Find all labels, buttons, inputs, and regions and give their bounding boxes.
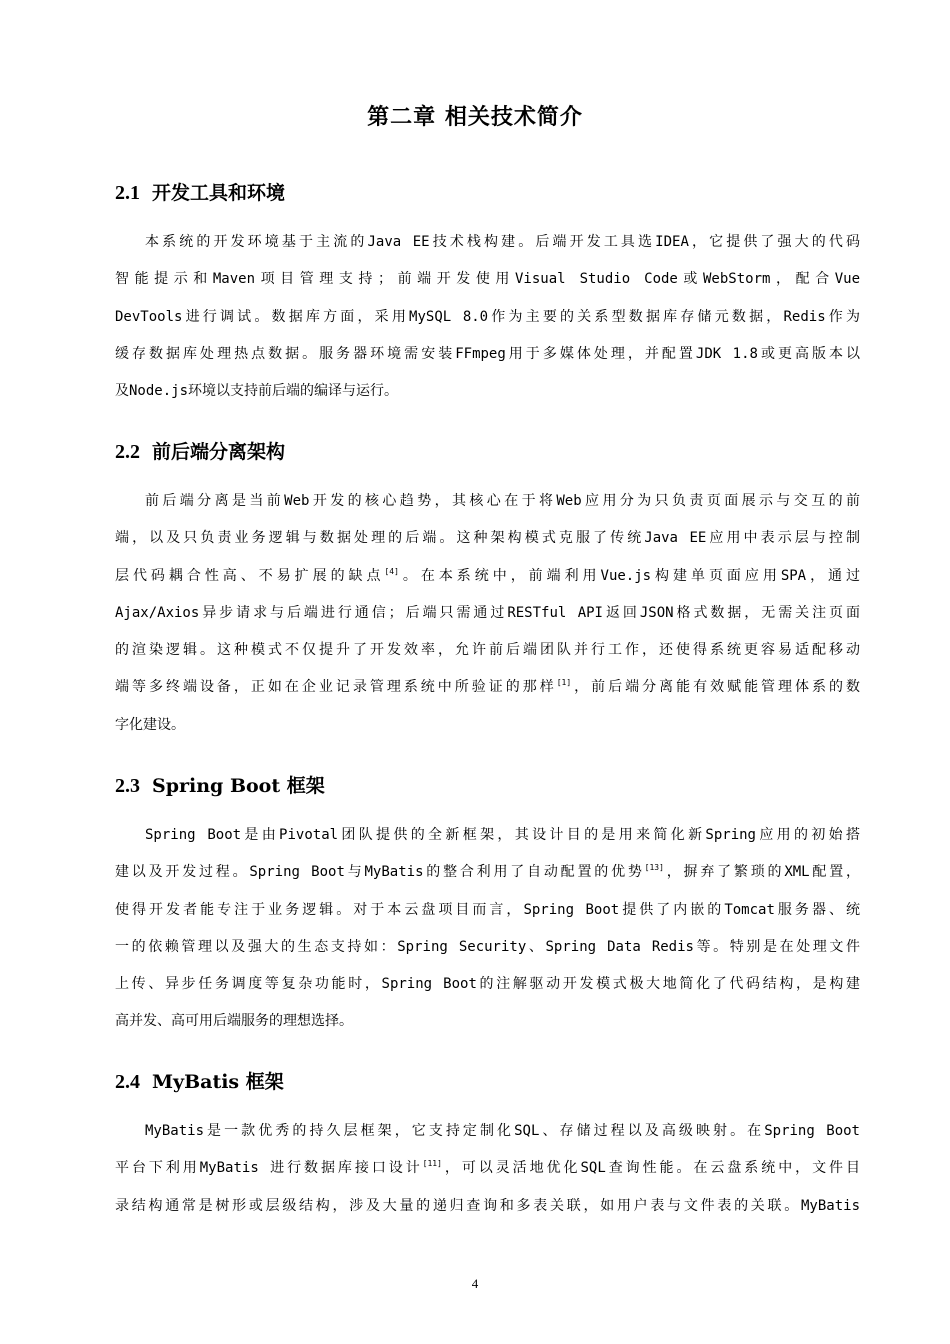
text-line: Spring Boot是由Pivotal团队提供的全新框架，其设计目的是用来简化新Spring应用的初始搭 (145, 827, 860, 843)
section-2-1 (115, 178, 860, 410)
section-heading (115, 178, 860, 208)
paragraph (115, 483, 860, 744)
paragraph (115, 1113, 860, 1225)
section-number: 2.4 (115, 1071, 140, 1093)
text-line: 字化建设。 (115, 716, 185, 733)
text-line: 缓存数据库处理热点数据。服务器环境需安装FFmpeg用于多媒体处理，并配置JDK 1.8或更高版本以 (115, 345, 860, 362)
text-line: 智能提示和Maven项目管理支持；前端开发使用Visual Studio Code或WebStorm，配合Vue (115, 271, 860, 288)
citation-marker: [13] (644, 863, 664, 873)
citation-marker: [11] (422, 1159, 442, 1169)
text-line: 前后端分离是当前Web开发的核心趋势，其核心在于将Web应用分为只负责页面展示与交互的前 (145, 493, 860, 509)
text-line: 的渲染逻辑。这种模式不仅提升了开发效率，允许前后端团队并行工作，还使得系统更容易适配移动 (115, 642, 860, 659)
section-2-2 (115, 437, 860, 744)
section-heading (115, 1067, 860, 1097)
text-line: MyBatis是一款优秀的持久层框架，它支持定制化SQL、存储过程以及高级映射。在Spring Boot (145, 1123, 860, 1139)
text-line: 及Node.js环境以支持前后端的编译与运行。 (115, 383, 398, 400)
section-2-4 (115, 1067, 860, 1225)
chapter-title: 第二章 相关技术简介 (367, 105, 583, 130)
section-heading (115, 771, 860, 801)
text-line: 本系统的开发环境基于主流的Java EE技术栈构建。后端开发工具选IDEA，它提供了强大的代码 (145, 234, 860, 250)
section-2-3 (115, 771, 860, 1041)
section-number: 2.3 (115, 775, 140, 797)
section-title: 前后端分离架构 (152, 441, 286, 463)
text-line: 上传、异步任务调度等复杂功能时，Spring Boot的注解驱动开发模式极大地简化了代码结构，是构建 (115, 976, 860, 993)
text-line: 端等多终端设备，正如在企业记录管理系统中所验证的那样[1]，前后端分离能有效赋能管理体系的数 (115, 678, 861, 696)
section-title: Spring Boot 框架 (152, 775, 325, 797)
text-line: 一的依赖管理以及强大的生态支持如：Spring Security、Spring Data Redis等。特别是在处理文件 (115, 938, 860, 955)
section-number: 2.1 (115, 182, 140, 204)
text-line: DevTools进行调试。数据库方面，采用MySQL 8.0作为主要的关系型数据库存储元数据，Redis作为 (115, 308, 860, 325)
text-line: Ajax/Axios异步请求与后端进行通信；后端只需通过RESTful API返回JSON格式数据，无需关注页面 (115, 604, 860, 621)
paragraph (115, 817, 860, 1041)
section-number: 2.2 (115, 441, 140, 463)
text-line: 使得开发者能专注于业务逻辑。对于本云盘项目而言，Spring Boot提供了内嵌的Tomcat服务器、统 (115, 901, 860, 918)
text-line: 建以及开发过程。Spring Boot与MyBatis的整合利用了自动配置的优势[13]，摒弃了繁琐的XML配置， (115, 863, 860, 881)
section-heading (115, 437, 860, 467)
text-line: 层代码耦合性高、不易扩展的缺点[4]。在本系统中，前端利用Vue.js构建单页面应用SPA，通过 (115, 566, 861, 584)
citation-marker: [4] (384, 566, 399, 576)
page-number: 4 (471, 1276, 479, 1291)
text-line: 平台下利用MyBatis 进行数据库接口设计[11]，可以灵活地优化SQL查询性能。在云盘系统中，文件目 (115, 1159, 860, 1177)
text-line: 端，以及只负责业务逻辑与数据处理的后端。这种架构模式克服了传统Java EE应用中表示层与控制 (115, 530, 860, 547)
section-title: MyBatis 框架 (152, 1071, 284, 1093)
section-title: 开发工具和环境 (152, 182, 286, 204)
text-line: 高并发、高可用后端服务的理想选择。 (115, 1013, 353, 1030)
text-line: 录结构通常是树形或层级结构，涉及大量的递归查询和多表关联，如用户表与文件表的关联。MyBatis (115, 1197, 860, 1214)
citation-marker: [1] (556, 678, 572, 688)
paragraph (115, 224, 860, 410)
